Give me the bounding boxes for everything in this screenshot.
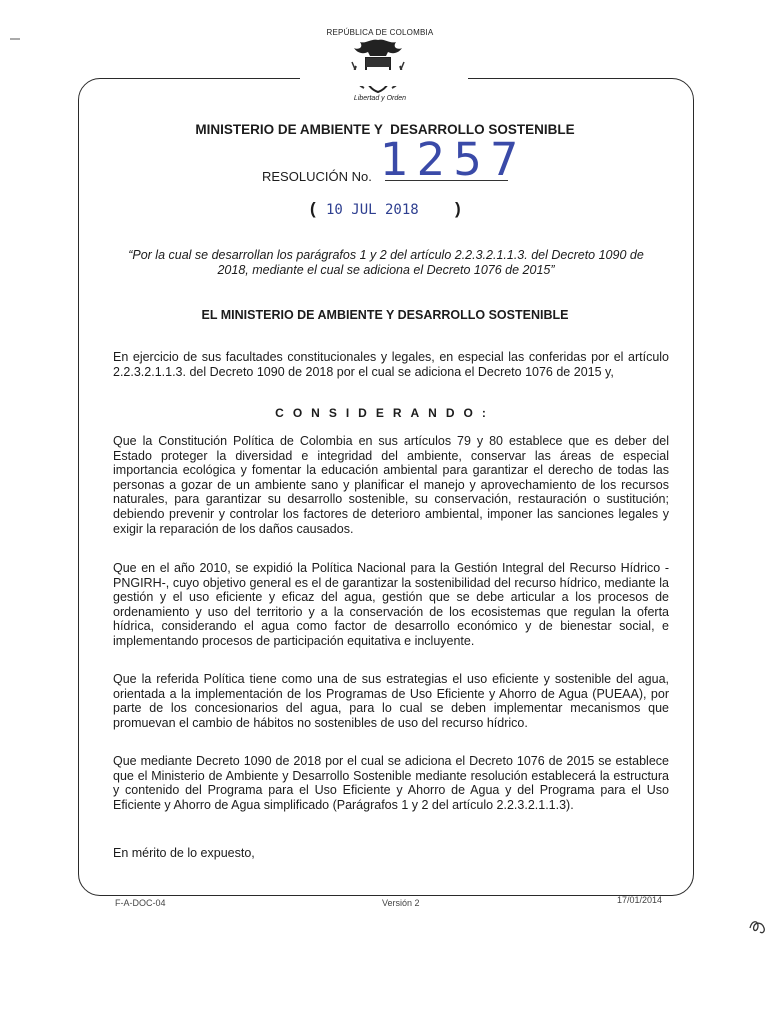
paragraph-conclusion: En mérito de lo expuesto, [113, 846, 255, 860]
paragraph-decree: Que mediante Decreto 1090 de 2018 por el cual se adiciona el Decreto 1076 de 2015 se establece que el Ministerio de Ambiente y Desarrollo Sostenible mediante resolución establecerá la estructura y contenido del Programa para el Uso Eficiente y Ahorro de Agua y del Programa para el Uso Eficiente y Ahorro de Agua simplificado (Parágrafos 1 y 2 del artículo 2.2.3.2.1.1.3). [113, 754, 669, 812]
paragraph-pngirh: Que en el año 2010, se expidió la Política Nacional para la Gestión Integral del Recurso Hídrico -PNGIRH-, cuyo objetivo general es el de garantizar la sostenibilidad del recurso hídrico, mediante la gestión y el uso eficiente y eficaz del agua, gestión que se debe articular a los procesos de ordenamiento y uso del territorio y a la conservación de los ecosistemas que regulan la oferta hídrica, considerando el agua como factor de desarrollo económico y de bienestar social, e implementando procesos de participación equitativa e incluyente. [113, 561, 669, 648]
frame-gap [300, 70, 468, 86]
motto-label: Libertad y Orden [353, 95, 407, 102]
footer-date: 17/01/2014 [617, 895, 663, 905]
paragraph-constitution: Que la Constitución Política de Colombia en sus artículos 79 y 80 establece que es deber del Estado proteger la diversidad e integridad del ambiente, conservar las áreas de especial importancia ecológica y fomentar la educación ambiental para garantizar el derecho de todas las personas a gozar de un ambiente sano y planificar el manejo y aprovechamiento de los recursos naturales, para garantizar su desarrollo sostenible, su conservación, restauración o sustitución; debiendo prevenir y controlar los factores de deterioro ambiental, imponer las sanciones legales y exigir la reparación de los daños causados. [113, 434, 669, 536]
scan-mark [10, 38, 20, 40]
resolution-number-stamp: 1257 [380, 133, 527, 186]
republic-label: REPÚBLICA DE COLOMBIA [326, 28, 434, 37]
section-heading: EL MINISTERIO DE AMBIENTE Y DESARROLLO SOSTENIBLE [201, 308, 569, 322]
footer-version: Versión 2 [382, 898, 420, 908]
paragraph-puea: Que la referida Política tiene como una de sus estrategias el uso eficiente y sostenible del agua, orientada a la implementación de los Programas de Uso Eficiente y Ahorro de Agua (PUEAA), por parte de los concesionarios del agua, para lo cual se deben implementar mecanismos que promuevan el cambio de hábitos no sostenibles de uso del recurso hídrico. [113, 672, 669, 730]
date-close-paren: ) [455, 199, 461, 218]
resolution-label: RESOLUCIÓN No. [262, 169, 372, 184]
paragraph-preamble: En ejercicio de sus facultades constitucionales y legales, en especial las conferidas por el artículo 2.2.3.2.1.1.3. del Decreto 1090 de 2018 por el cual se adiciona el Decreto 1076 de 2015 y, [113, 350, 669, 379]
epigraph: “Por la cual se desarrollan los parágrafos 1 y 2 del artículo 2.2.3.2.1.1.3. del Decreto 1090 de 2018, mediante el cual se adiciona el Decreto 1076 de 2015” [128, 248, 644, 277]
footer-form-code: F-A-DOC-04 [115, 898, 166, 908]
date-open-paren: ( [310, 199, 316, 218]
considerando-heading: CONSIDERANDO: [275, 406, 495, 420]
ministry-title: MINISTERIO DE AMBIENTE Y DESARROLLO SOSTENIBLE [195, 122, 575, 137]
initials-mark-icon [748, 918, 768, 936]
date-stamp: 10 JUL 2018 [326, 202, 419, 218]
